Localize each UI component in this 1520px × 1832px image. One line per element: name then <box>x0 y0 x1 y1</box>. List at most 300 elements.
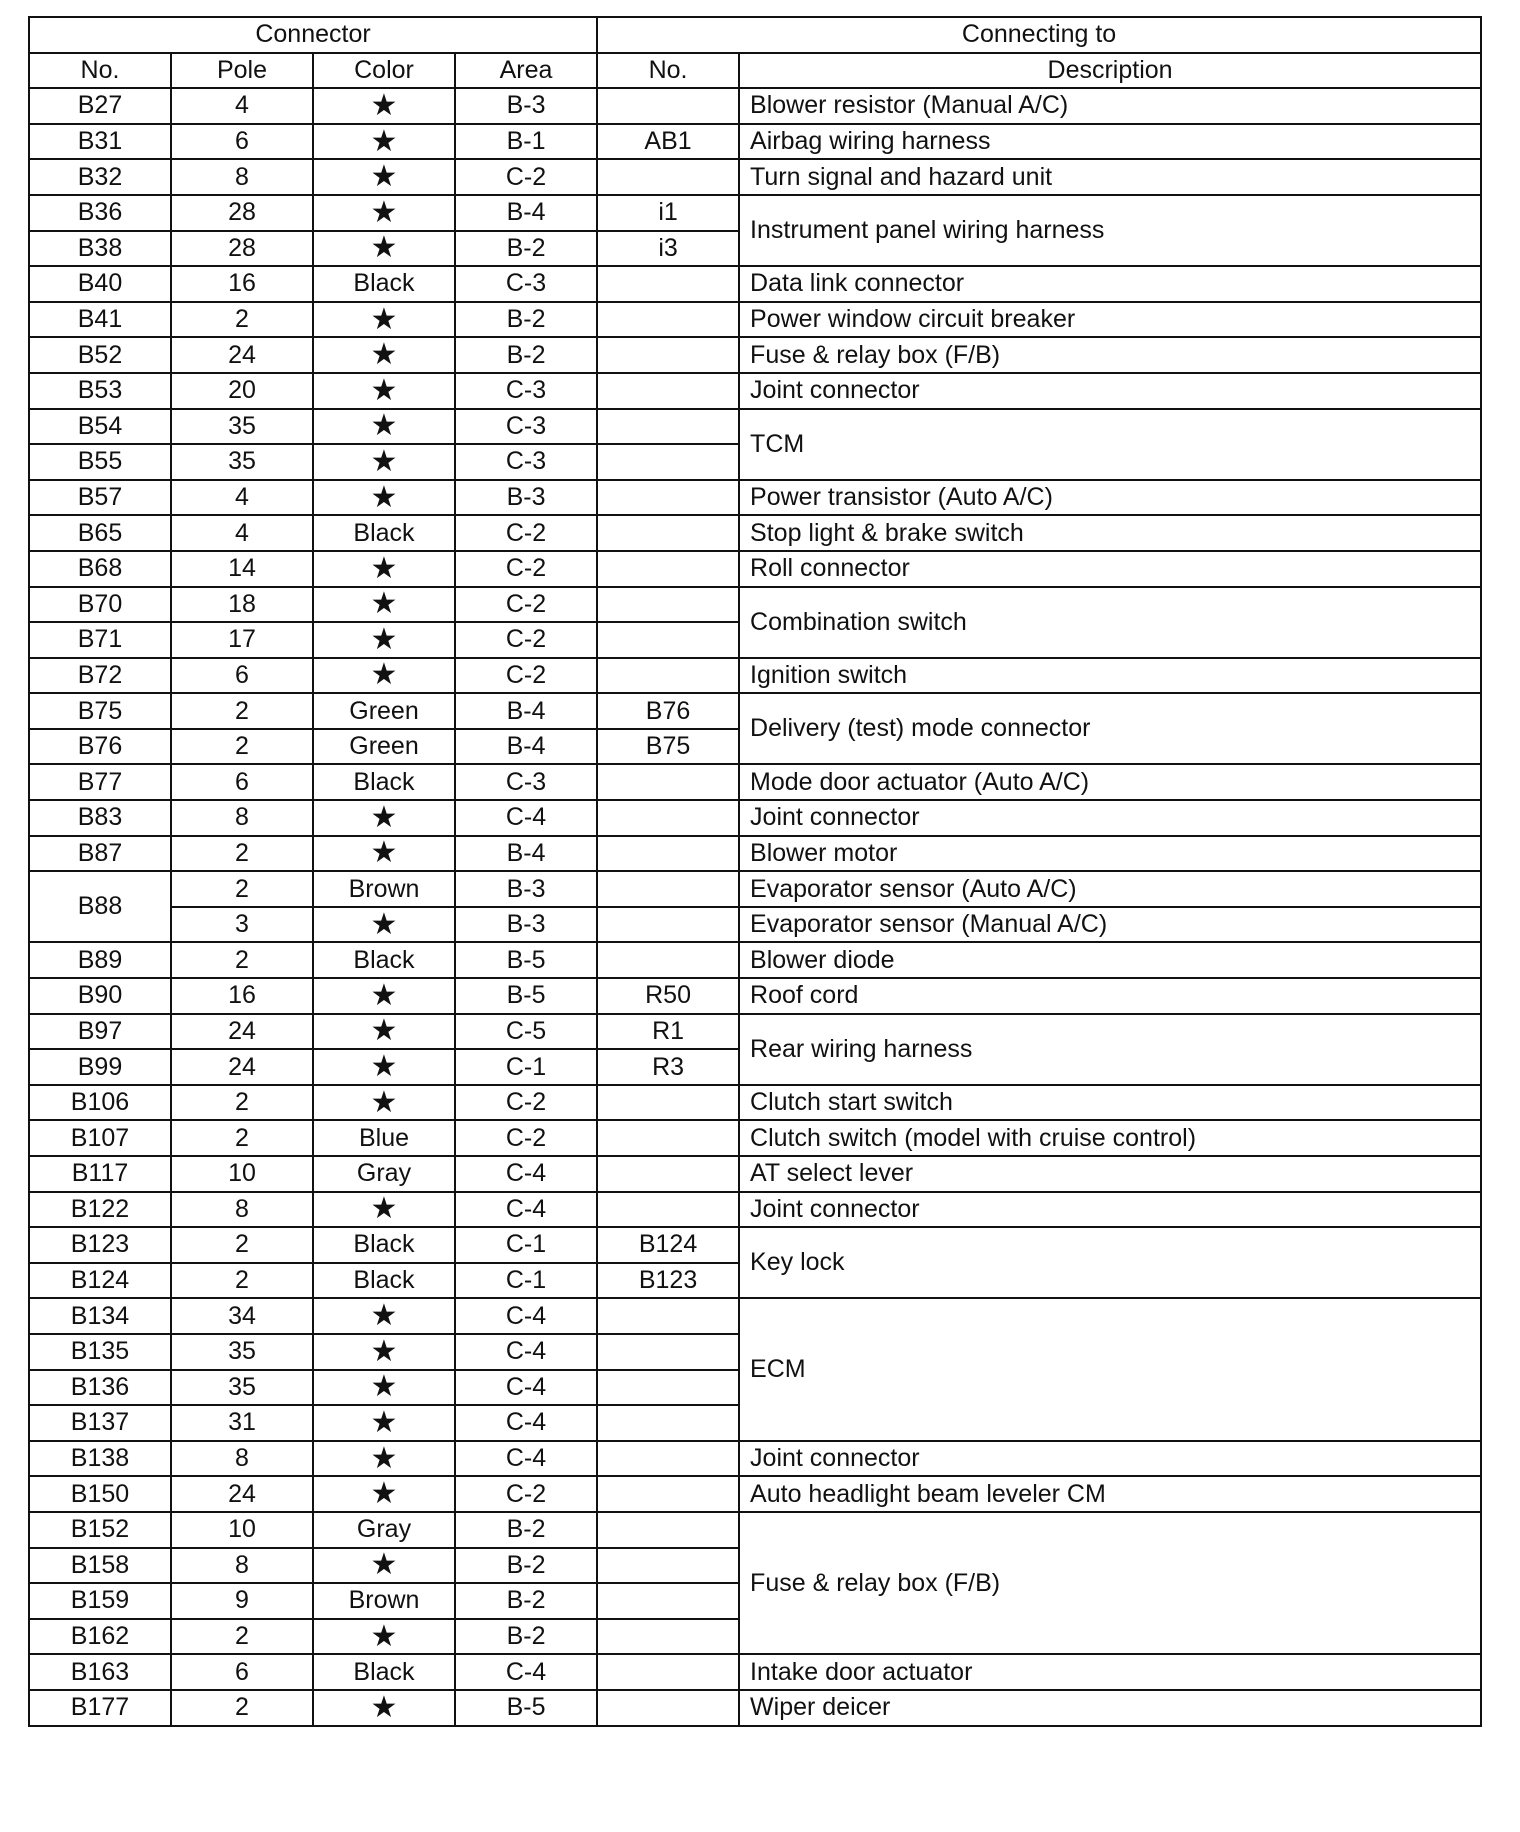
table-row <box>29 266 1481 302</box>
cell-description: Clutch start switch <box>739 1085 1481 1121</box>
star-icon: ★ <box>313 1085 455 1121</box>
cell-connector-no: B136 <box>29 1370 171 1406</box>
table-row <box>29 800 1481 836</box>
cell-area: C-4 <box>455 1334 597 1370</box>
cell-description: Fuse & relay box (F/B) <box>739 1512 1481 1654</box>
cell-pole: 4 <box>171 88 313 124</box>
cell-connecting-no <box>597 622 739 658</box>
cell-description: Joint connector <box>739 1192 1481 1228</box>
cell-connecting-no <box>597 1690 739 1726</box>
table-row <box>29 1476 1481 1512</box>
header-connecting-no: No. <box>597 53 739 89</box>
cell-pole: 2 <box>171 1690 313 1726</box>
connector-table-container <box>28 16 1480 1727</box>
star-icon: ★ <box>313 836 455 872</box>
star-icon: ★ <box>313 1548 455 1584</box>
cell-pole: 20 <box>171 373 313 409</box>
cell-pole: 9 <box>171 1583 313 1619</box>
cell-color: Black <box>313 266 455 302</box>
cell-area: C-2 <box>455 551 597 587</box>
cell-connector-no: B138 <box>29 1441 171 1477</box>
cell-connector-no: B76 <box>29 729 171 765</box>
star-icon: ★ <box>313 195 455 231</box>
cell-description: Fuse & relay box (F/B) <box>739 337 1481 373</box>
cell-connector-no: B57 <box>29 480 171 516</box>
table-row <box>29 978 1481 1014</box>
cell-connecting-no <box>597 444 739 480</box>
cell-pole: 35 <box>171 1370 313 1406</box>
cell-pole: 24 <box>171 1014 313 1050</box>
star-icon: ★ <box>313 1619 455 1655</box>
cell-connecting-no: B76 <box>597 693 739 729</box>
star-icon: ★ <box>313 1690 455 1726</box>
cell-connecting-no: R3 <box>597 1049 739 1085</box>
cell-connecting-no <box>597 1441 739 1477</box>
cell-pole: 24 <box>171 1049 313 1085</box>
cell-area: B-4 <box>455 195 597 231</box>
header-column-row <box>29 53 1481 89</box>
cell-pole: 2 <box>171 1227 313 1263</box>
cell-area: C-2 <box>455 658 597 694</box>
cell-connecting-no <box>597 88 739 124</box>
cell-area: B-2 <box>455 337 597 373</box>
cell-connector-no: B32 <box>29 159 171 195</box>
cell-pole: 14 <box>171 551 313 587</box>
header-connecting-to: Connecting to <box>597 17 1481 53</box>
cell-description: Blower diode <box>739 942 1481 978</box>
header-area: Area <box>455 53 597 89</box>
star-icon: ★ <box>313 124 455 160</box>
cell-connecting-no <box>597 1120 739 1156</box>
cell-area: C-1 <box>455 1227 597 1263</box>
cell-description: Blower motor <box>739 836 1481 872</box>
cell-pole: 4 <box>171 515 313 551</box>
cell-connector-no: B31 <box>29 124 171 160</box>
table-row <box>29 195 1481 231</box>
cell-pole: 18 <box>171 587 313 623</box>
cell-description: Joint connector <box>739 800 1481 836</box>
cell-color: Black <box>313 515 455 551</box>
cell-pole: 2 <box>171 693 313 729</box>
cell-color: Black <box>313 1654 455 1690</box>
cell-connecting-no: AB1 <box>597 124 739 160</box>
cell-connecting-no <box>597 159 739 195</box>
star-icon: ★ <box>313 1441 455 1477</box>
header-color: Color <box>313 53 455 89</box>
table-row <box>29 836 1481 872</box>
cell-area: C-4 <box>455 800 597 836</box>
cell-color: Black <box>313 942 455 978</box>
cell-connector-no: B83 <box>29 800 171 836</box>
cell-connecting-no <box>597 942 739 978</box>
cell-description: Evaporator sensor (Manual A/C) <box>739 907 1481 943</box>
cell-connector-no: B52 <box>29 337 171 373</box>
cell-connector-no: B36 <box>29 195 171 231</box>
cell-pole: 34 <box>171 1298 313 1334</box>
cell-description: Mode door actuator (Auto A/C) <box>739 764 1481 800</box>
cell-area: B-2 <box>455 1583 597 1619</box>
cell-area: B-2 <box>455 231 597 267</box>
cell-connector-no: B122 <box>29 1192 171 1228</box>
cell-area: C-2 <box>455 159 597 195</box>
star-icon: ★ <box>313 409 455 445</box>
table-row <box>29 764 1481 800</box>
cell-area: C-3 <box>455 409 597 445</box>
cell-pole: 17 <box>171 622 313 658</box>
cell-area: B-3 <box>455 871 597 907</box>
star-icon: ★ <box>313 337 455 373</box>
star-icon: ★ <box>313 1192 455 1228</box>
cell-pole: 28 <box>171 195 313 231</box>
star-icon: ★ <box>313 551 455 587</box>
star-icon: ★ <box>313 1476 455 1512</box>
cell-area: C-4 <box>455 1405 597 1441</box>
cell-connector-no: B162 <box>29 1619 171 1655</box>
cell-connecting-no <box>597 800 739 836</box>
cell-color: Black <box>313 1227 455 1263</box>
connector-table <box>28 16 1482 1727</box>
star-icon: ★ <box>313 159 455 195</box>
cell-description: Combination switch <box>739 587 1481 658</box>
cell-connecting-no <box>597 1370 739 1406</box>
table-row <box>29 337 1481 373</box>
cell-connecting-no <box>597 302 739 338</box>
cell-pole: 6 <box>171 124 313 160</box>
cell-connector-no: B87 <box>29 836 171 872</box>
cell-connecting-no <box>597 1334 739 1370</box>
cell-connecting-no: R1 <box>597 1014 739 1050</box>
cell-area: C-2 <box>455 515 597 551</box>
table-row <box>29 88 1481 124</box>
star-icon: ★ <box>313 480 455 516</box>
cell-connecting-no <box>597 1476 739 1512</box>
cell-connector-no: B55 <box>29 444 171 480</box>
cell-connector-no: B107 <box>29 1120 171 1156</box>
cell-pole: 2 <box>171 302 313 338</box>
cell-area: B-5 <box>455 978 597 1014</box>
cell-description: Wiper deicer <box>739 1690 1481 1726</box>
cell-connecting-no <box>597 266 739 302</box>
cell-connecting-no <box>597 373 739 409</box>
cell-connecting-no <box>597 1583 739 1619</box>
cell-area: C-3 <box>455 764 597 800</box>
cell-area: B-2 <box>455 1512 597 1548</box>
cell-color: Gray <box>313 1156 455 1192</box>
cell-description: Turn signal and hazard unit <box>739 159 1481 195</box>
table-row <box>29 1298 1481 1334</box>
cell-area: C-4 <box>455 1192 597 1228</box>
cell-area: C-2 <box>455 622 597 658</box>
cell-color: Gray <box>313 1512 455 1548</box>
cell-pole: 10 <box>171 1156 313 1192</box>
cell-area: C-4 <box>455 1441 597 1477</box>
cell-area: B-3 <box>455 88 597 124</box>
cell-area: B-3 <box>455 480 597 516</box>
cell-area: C-5 <box>455 1014 597 1050</box>
cell-pole: 2 <box>171 1619 313 1655</box>
cell-connector-no: B159 <box>29 1583 171 1619</box>
table-row <box>29 1192 1481 1228</box>
cell-connector-no: B99 <box>29 1049 171 1085</box>
cell-pole: 24 <box>171 1476 313 1512</box>
cell-connector-no: B71 <box>29 622 171 658</box>
cell-color: Green <box>313 729 455 765</box>
cell-color: Blue <box>313 1120 455 1156</box>
cell-connector-no: B40 <box>29 266 171 302</box>
cell-area: C-4 <box>455 1370 597 1406</box>
star-icon: ★ <box>313 88 455 124</box>
header-no: No. <box>29 53 171 89</box>
cell-description: Power transistor (Auto A/C) <box>739 480 1481 516</box>
cell-connector-no: B89 <box>29 942 171 978</box>
cell-pole: 35 <box>171 1334 313 1370</box>
cell-connector-no: B75 <box>29 693 171 729</box>
cell-description: Rear wiring harness <box>739 1014 1481 1085</box>
header-pole: Pole <box>171 53 313 89</box>
cell-color: Black <box>313 1263 455 1299</box>
table-row <box>29 942 1481 978</box>
cell-connecting-no <box>597 1619 739 1655</box>
cell-connecting-no <box>597 764 739 800</box>
cell-pole: 24 <box>171 337 313 373</box>
cell-connector-no: B163 <box>29 1654 171 1690</box>
cell-connector-no: B152 <box>29 1512 171 1548</box>
star-icon: ★ <box>313 907 455 943</box>
cell-description: Roll connector <box>739 551 1481 587</box>
cell-connecting-no: R50 <box>597 978 739 1014</box>
star-icon: ★ <box>313 444 455 480</box>
cell-connecting-no: B75 <box>597 729 739 765</box>
star-icon: ★ <box>313 587 455 623</box>
cell-connecting-no <box>597 337 739 373</box>
cell-connector-no: B177 <box>29 1690 171 1726</box>
star-icon: ★ <box>313 1334 455 1370</box>
cell-area: C-1 <box>455 1263 597 1299</box>
cell-area: B-3 <box>455 907 597 943</box>
cell-description: Instrument panel wiring harness <box>739 195 1481 266</box>
cell-connector-no: B70 <box>29 587 171 623</box>
cell-area: C-4 <box>455 1156 597 1192</box>
cell-connecting-no <box>597 1298 739 1334</box>
cell-connecting-no <box>597 871 739 907</box>
table-row <box>29 1690 1481 1726</box>
cell-area: C-2 <box>455 1085 597 1121</box>
table-row <box>29 1512 1481 1548</box>
cell-color: Black <box>313 764 455 800</box>
cell-connecting-no <box>597 907 739 943</box>
cell-pole: 2 <box>171 1263 313 1299</box>
cell-color: Green <box>313 693 455 729</box>
cell-description: Delivery (test) mode connector <box>739 693 1481 764</box>
cell-connecting-no <box>597 551 739 587</box>
cell-area: C-4 <box>455 1654 597 1690</box>
cell-connecting-no <box>597 836 739 872</box>
cell-pole: 4 <box>171 480 313 516</box>
star-icon: ★ <box>313 622 455 658</box>
cell-pole: 6 <box>171 1654 313 1690</box>
table-row <box>29 373 1481 409</box>
cell-color: Brown <box>313 1583 455 1619</box>
cell-connector-no: B72 <box>29 658 171 694</box>
cell-pole: 28 <box>171 231 313 267</box>
table-row <box>29 159 1481 195</box>
table-body <box>29 88 1481 1725</box>
cell-connecting-no <box>597 1156 739 1192</box>
cell-connector-no: B158 <box>29 1548 171 1584</box>
cell-pole: 2 <box>171 836 313 872</box>
cell-connecting-no <box>597 409 739 445</box>
cell-connector-no: B97 <box>29 1014 171 1050</box>
cell-area: B-2 <box>455 1619 597 1655</box>
cell-connector-no: B54 <box>29 409 171 445</box>
cell-color: Brown <box>313 871 455 907</box>
cell-description: Ignition switch <box>739 658 1481 694</box>
table-row <box>29 1441 1481 1477</box>
cell-area: C-3 <box>455 266 597 302</box>
cell-description: Data link connector <box>739 266 1481 302</box>
cell-connector-no: B53 <box>29 373 171 409</box>
cell-connecting-no <box>597 480 739 516</box>
table-row <box>29 871 1481 907</box>
cell-connector-no: B88 <box>29 871 171 942</box>
cell-pole: 2 <box>171 1120 313 1156</box>
cell-description: Joint connector <box>739 1441 1481 1477</box>
cell-pole: 3 <box>171 907 313 943</box>
cell-connector-no: B90 <box>29 978 171 1014</box>
table-row <box>29 1120 1481 1156</box>
header-group-row <box>29 17 1481 53</box>
cell-description: Evaporator sensor (Auto A/C) <box>739 871 1481 907</box>
cell-connector-no: B106 <box>29 1085 171 1121</box>
star-icon: ★ <box>313 800 455 836</box>
cell-pole: 16 <box>171 266 313 302</box>
star-icon: ★ <box>313 658 455 694</box>
star-icon: ★ <box>313 1049 455 1085</box>
star-icon: ★ <box>313 1298 455 1334</box>
cell-area: B-4 <box>455 836 597 872</box>
cell-area: B-5 <box>455 942 597 978</box>
cell-connecting-no <box>597 1192 739 1228</box>
cell-connector-no: B137 <box>29 1405 171 1441</box>
cell-connecting-no: B124 <box>597 1227 739 1263</box>
table-row <box>29 587 1481 623</box>
cell-connector-no: B150 <box>29 1476 171 1512</box>
cell-pole: 8 <box>171 1548 313 1584</box>
cell-connecting-no <box>597 1654 739 1690</box>
cell-connector-no: B123 <box>29 1227 171 1263</box>
cell-description: Auto headlight beam leveler CM <box>739 1476 1481 1512</box>
star-icon: ★ <box>313 373 455 409</box>
table-row <box>29 1085 1481 1121</box>
cell-pole: 16 <box>171 978 313 1014</box>
cell-area: C-1 <box>455 1049 597 1085</box>
cell-connecting-no <box>597 1085 739 1121</box>
cell-connecting-no <box>597 1548 739 1584</box>
cell-area: B-5 <box>455 1690 597 1726</box>
star-icon: ★ <box>313 302 455 338</box>
cell-description: TCM <box>739 409 1481 480</box>
cell-area: B-1 <box>455 124 597 160</box>
table-row <box>29 1227 1481 1263</box>
cell-pole: 2 <box>171 942 313 978</box>
cell-description: Intake door actuator <box>739 1654 1481 1690</box>
cell-area: C-2 <box>455 1120 597 1156</box>
cell-connecting-no: i3 <box>597 231 739 267</box>
header-description: Description <box>739 53 1481 89</box>
cell-area: B-2 <box>455 302 597 338</box>
cell-area: C-3 <box>455 373 597 409</box>
cell-connector-no: B38 <box>29 231 171 267</box>
cell-description: Stop light & brake switch <box>739 515 1481 551</box>
cell-description: Blower resistor (Manual A/C) <box>739 88 1481 124</box>
cell-description: Power window circuit breaker <box>739 302 1481 338</box>
cell-connecting-no <box>597 587 739 623</box>
cell-pole: 8 <box>171 159 313 195</box>
cell-pole: 6 <box>171 658 313 694</box>
cell-area: B-4 <box>455 693 597 729</box>
cell-connecting-no <box>597 1512 739 1548</box>
cell-connecting-no: B123 <box>597 1263 739 1299</box>
cell-pole: 8 <box>171 1192 313 1228</box>
cell-connector-no: B65 <box>29 515 171 551</box>
cell-description: ECM <box>739 1298 1481 1440</box>
cell-connector-no: B124 <box>29 1263 171 1299</box>
cell-area: C-2 <box>455 587 597 623</box>
table-row <box>29 480 1481 516</box>
table-row <box>29 1014 1481 1050</box>
cell-pole: 35 <box>171 444 313 480</box>
table-row <box>29 1156 1481 1192</box>
cell-description: Roof cord <box>739 978 1481 1014</box>
cell-connector-no: B27 <box>29 88 171 124</box>
table-row <box>29 409 1481 445</box>
table-row <box>29 302 1481 338</box>
cell-description: Joint connector <box>739 373 1481 409</box>
star-icon: ★ <box>313 1405 455 1441</box>
table-row <box>29 551 1481 587</box>
header-connector: Connector <box>29 17 597 53</box>
table-row <box>29 907 1481 943</box>
cell-area: B-4 <box>455 729 597 765</box>
cell-connecting-no <box>597 658 739 694</box>
cell-connector-no: B117 <box>29 1156 171 1192</box>
cell-area: C-3 <box>455 444 597 480</box>
cell-pole: 8 <box>171 1441 313 1477</box>
cell-description: Airbag wiring harness <box>739 124 1481 160</box>
cell-connecting-no <box>597 1405 739 1441</box>
star-icon: ★ <box>313 1370 455 1406</box>
cell-pole: 2 <box>171 871 313 907</box>
cell-pole: 6 <box>171 764 313 800</box>
cell-connecting-no: i1 <box>597 195 739 231</box>
cell-connector-no: B135 <box>29 1334 171 1370</box>
star-icon: ★ <box>313 231 455 267</box>
cell-connector-no: B41 <box>29 302 171 338</box>
cell-pole: 8 <box>171 800 313 836</box>
cell-description: Key lock <box>739 1227 1481 1298</box>
star-icon: ★ <box>313 978 455 1014</box>
cell-pole: 35 <box>171 409 313 445</box>
star-icon: ★ <box>313 1014 455 1050</box>
cell-pole: 2 <box>171 729 313 765</box>
cell-area: B-2 <box>455 1548 597 1584</box>
table-row <box>29 1654 1481 1690</box>
cell-pole: 10 <box>171 1512 313 1548</box>
cell-description: AT select lever <box>739 1156 1481 1192</box>
cell-area: C-4 <box>455 1298 597 1334</box>
cell-connector-no: B134 <box>29 1298 171 1334</box>
cell-area: C-2 <box>455 1476 597 1512</box>
